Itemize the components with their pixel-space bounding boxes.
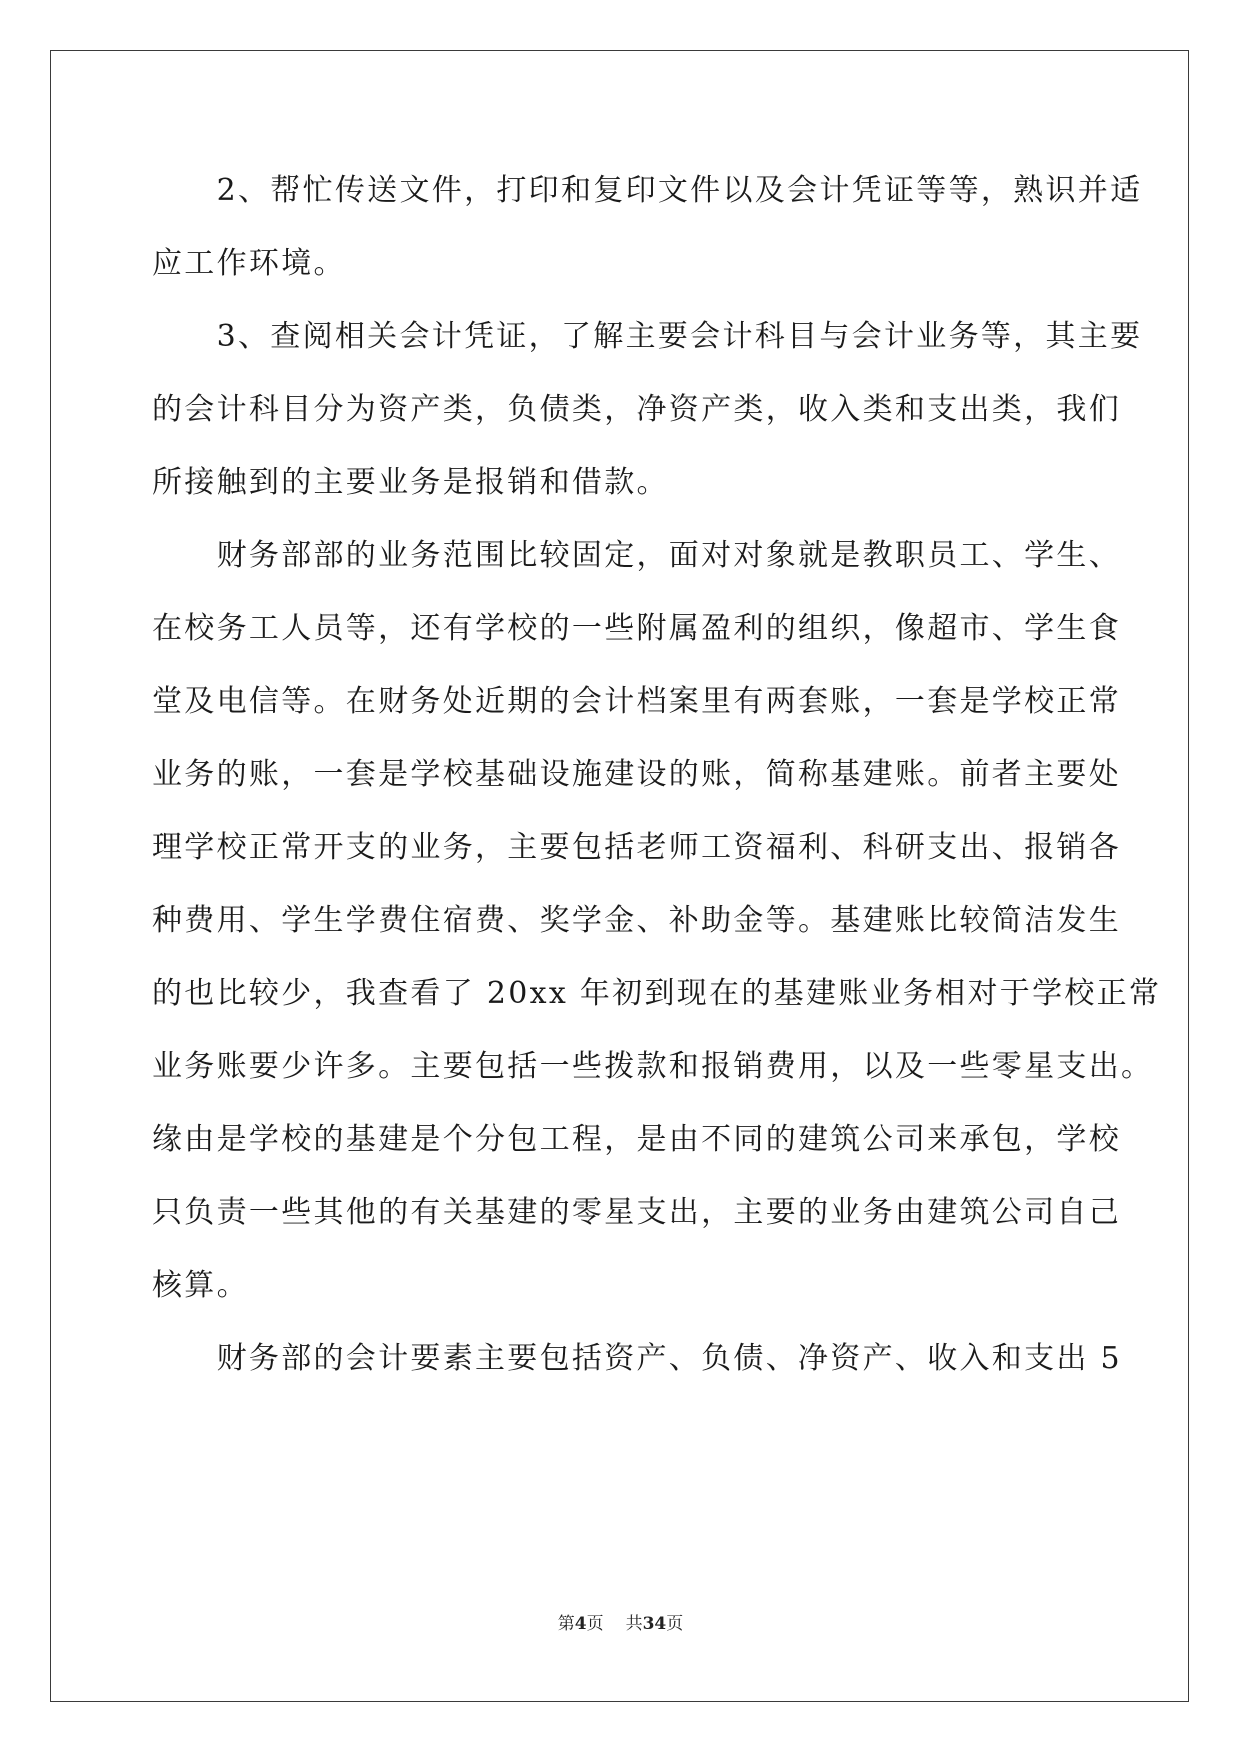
text-line: 财务部的会计要素主要包括资产、负债、净资产、收入和支出 5 xyxy=(152,1341,1122,1376)
text-line: 业务账要少许多。主要包括一些拨款和报销费用，以及一些零星支出。 xyxy=(152,1049,1154,1084)
text-line: 财务部部的业务范围比较固定，面对对象就是教职员工、学生、 xyxy=(152,538,1121,573)
total-suffix: 页 xyxy=(666,1614,684,1634)
page-footer xyxy=(0,1612,1241,1636)
text-line: 2、帮忙传送文件，打印和复印文件以及会计凭证等等，熟识并适 xyxy=(152,173,1143,208)
text-line: 的也比较少，我查看了 20xx 年初到现在的基建账业务相对于学校正常 xyxy=(152,976,1162,1011)
page-prefix: 第 xyxy=(557,1614,575,1634)
text-line: 只负责一些其他的有关基建的零星支出，主要的业务由建筑公司自己 xyxy=(152,1195,1121,1230)
text-line: 应工作环境。 xyxy=(152,246,346,281)
text-line: 在校务工人员等，还有学校的一些附属盈利的组织，像超市、学生食 xyxy=(152,611,1121,646)
page-suffix: 页 xyxy=(586,1614,604,1634)
text-line: 缘由是学校的基建是个分包工程，是由不同的建筑公司来承包，学校 xyxy=(152,1122,1121,1157)
text-line: 种费用、学生学费住宿费、奖学金、补助金等。基建账比较简洁发生 xyxy=(152,903,1121,938)
text-line: 理学校正常开支的业务，主要包括老师工资福利、科研支出、报销各 xyxy=(152,830,1121,865)
total-prefix: 共 xyxy=(625,1614,643,1634)
page-border xyxy=(50,50,1189,1702)
text-line: 所接触到的主要业务是报销和借款。 xyxy=(152,465,669,500)
page-number: 4 xyxy=(574,1614,587,1634)
text-line: 核算。 xyxy=(152,1268,249,1303)
text-line: 的会计科目分为资产类，负债类，净资产类，收入类和支出类，我们 xyxy=(152,392,1121,427)
text-line: 3、查阅相关会计凭证，了解主要会计科目与会计业务等，其主要 xyxy=(152,319,1143,354)
text-line: 堂及电信等。在财务处近期的会计档案里有两套账，一套是学校正常 xyxy=(152,684,1121,719)
total-pages: 34 xyxy=(642,1614,667,1634)
text-line: 业务的账，一套是学校基础设施建设的账，简称基建账。前者主要处 xyxy=(152,757,1121,792)
